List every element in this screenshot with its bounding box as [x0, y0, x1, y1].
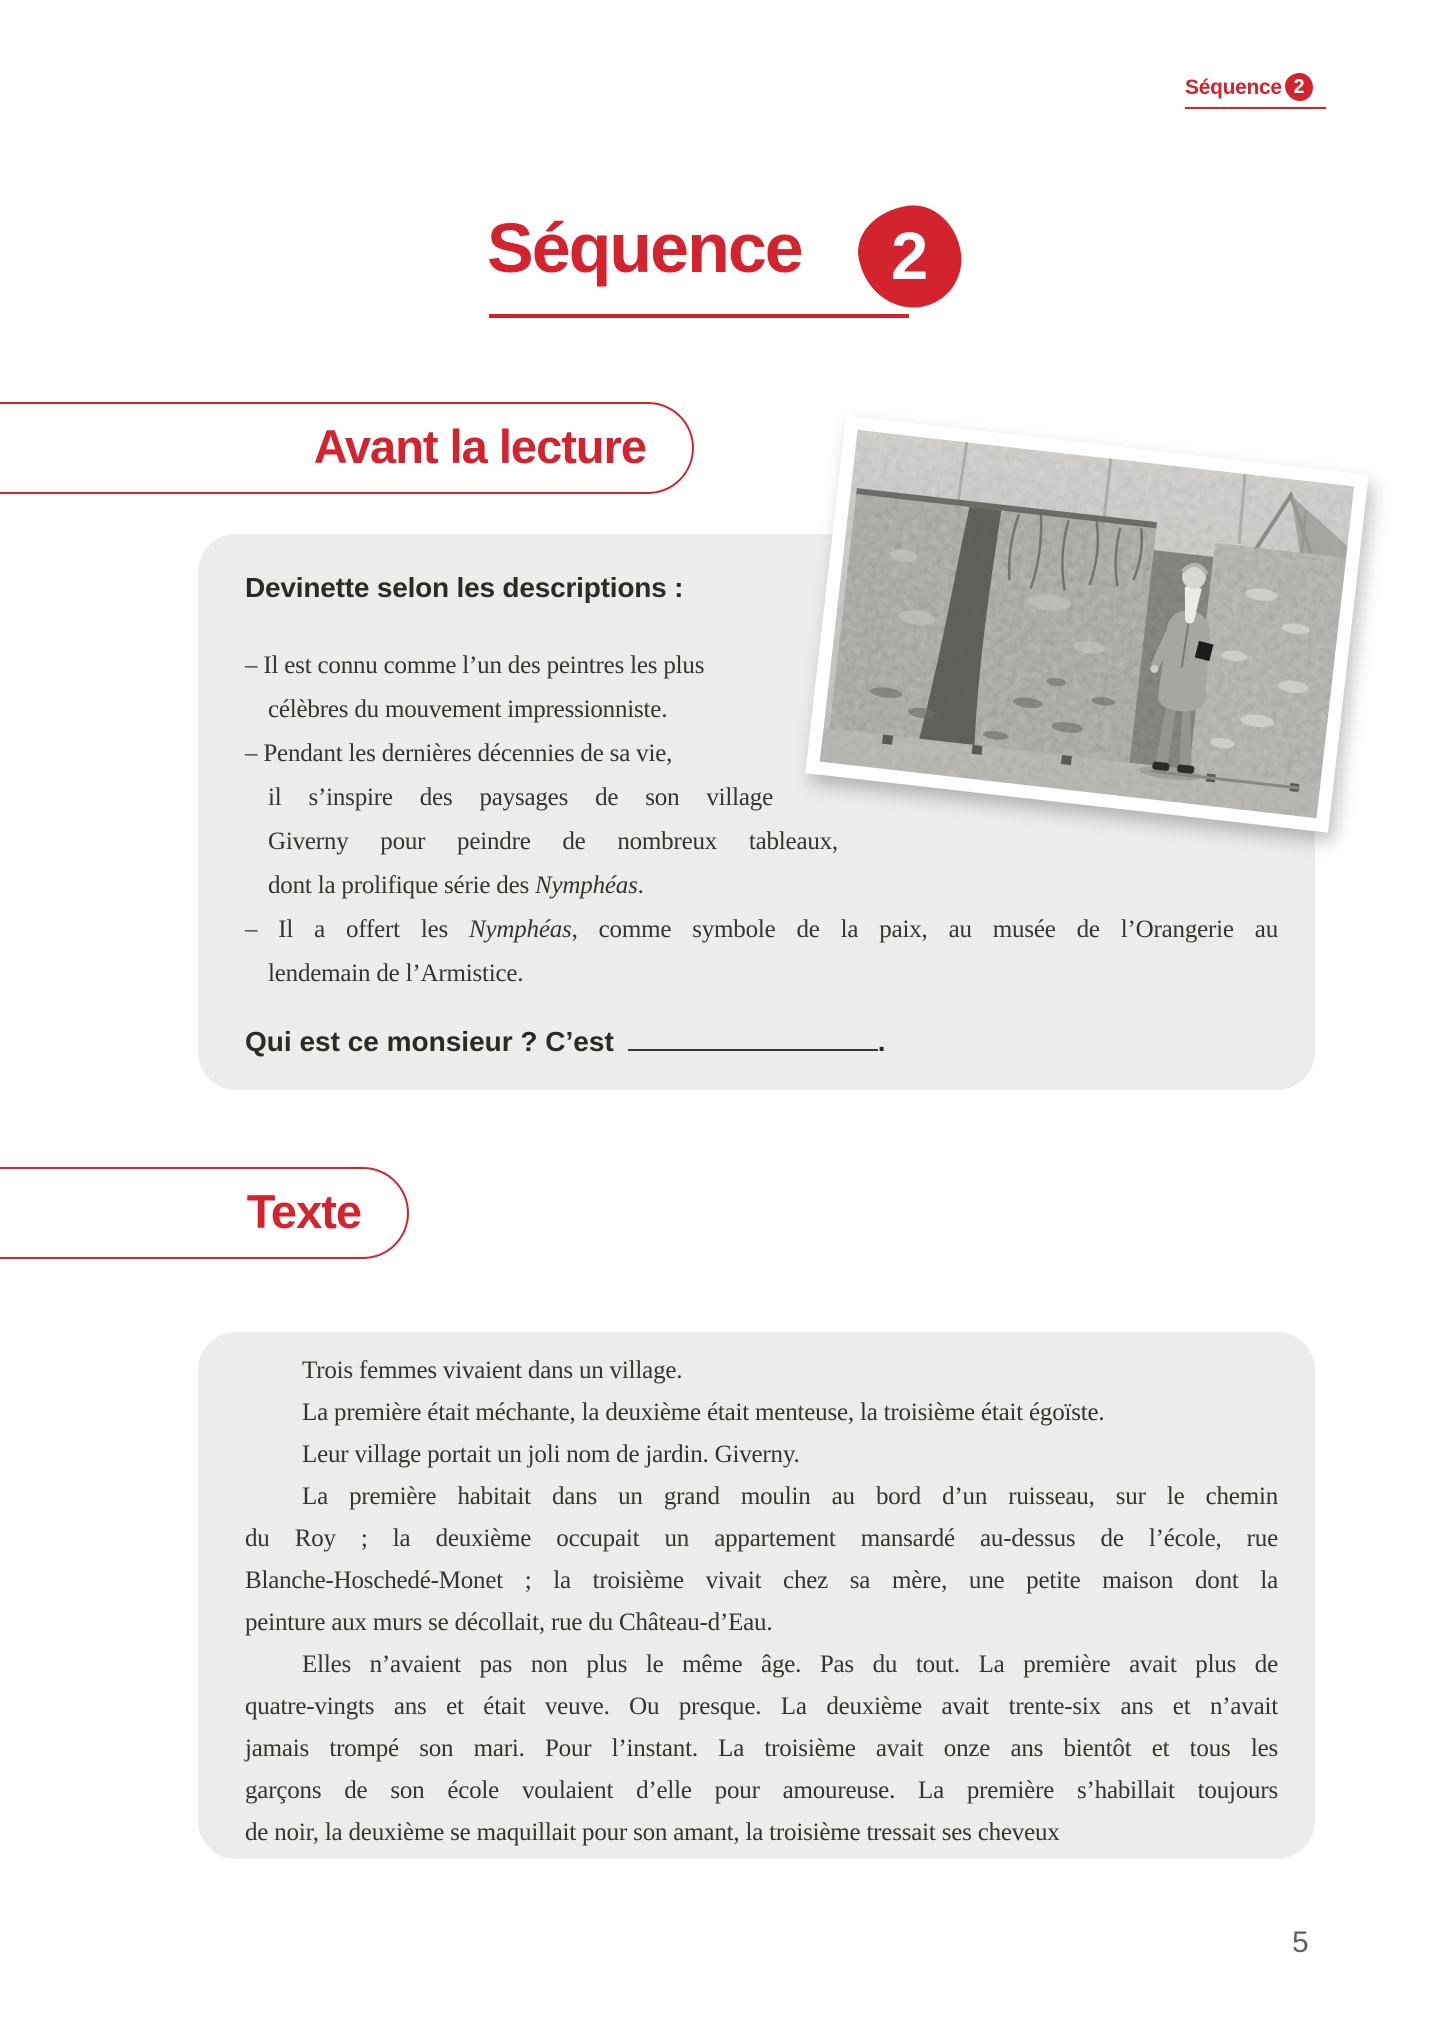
story-line: Leur village portait un joli nom de jardin. Giverny. — [302, 1441, 800, 1468]
monet-photo-illustration — [820, 430, 1355, 818]
monet-studio-photo — [805, 415, 1368, 832]
story-line: Blanche-Hoschedé-Monet ; la troisième vivait chez sa mère, une petite maison dont la — [245, 1567, 1278, 1594]
riddle-line: Giverny pour peindre de nombreux tableaux, — [268, 828, 838, 855]
story-line: peinture aux murs se décollait, rue du Château-d’Eau. — [245, 1609, 773, 1636]
running-head-label: Séquence — [1185, 76, 1282, 99]
story-line: Trois femmes vivaient dans un village. — [302, 1357, 683, 1384]
section-label: Avant la lecture — [313, 420, 646, 473]
story-line: Elles n’avaient pas non plus le même âge. Pas du tout. La première avait plus de — [302, 1651, 1278, 1678]
story-line: jamais trompé son mari. Pour l’instant. La troisième avait onze ans bientôt et tous les — [245, 1735, 1278, 1762]
story-line: La première habitait dans un grand moulin au bord d’un ruisseau, sur le chemin — [302, 1483, 1278, 1510]
sequence-number-badge-small: 2 — [1285, 73, 1313, 101]
chapter-title-rule — [489, 314, 909, 318]
story-line: quatre-vingts ans et était veuve. Ou presque. La deuxième avait trente-six ans et n’avait — [245, 1693, 1278, 1720]
riddle-line: il s’inspire des paysages de son village — [268, 784, 773, 811]
riddle-line: dont la prolifique série des Nymphéas. — [268, 872, 644, 899]
riddle-line: – Il a offert les Nymphéas, comme symbole de la paix, au musée de l’Orangerie au — [245, 916, 1278, 943]
riddle-line: lendemain de l’Armistice. — [268, 960, 524, 987]
riddle-line: – Il est connu comme l’un des peintres les plus — [245, 652, 705, 679]
section-label: Texte — [246, 1185, 361, 1238]
riddle-line: célèbres du mouvement impressionniste. — [268, 696, 668, 723]
riddle-question: Qui est ce monsieur ? C’est . — [245, 1026, 886, 1057]
answer-blank — [628, 1043, 878, 1051]
story-line: garçons de son école voulaient d’elle pour amoureuse. La première s’habillait toujours — [245, 1777, 1278, 1804]
story-line: du Roy ; la deuxième occupait un appartement mansardé au-dessus de l’école, rue — [245, 1525, 1278, 1552]
page-number: 5 — [1292, 1926, 1309, 1959]
running-head — [1185, 76, 1330, 112]
running-head-rule — [1185, 107, 1326, 109]
riddle-heading: Devinette selon les descriptions : — [245, 572, 684, 603]
story-line: de noir, la deuxième se maquillait pour son amant, la troisième tressait ses cheveux — [245, 1819, 1060, 1846]
sequence-number-badge: 2 — [852, 199, 967, 314]
chapter-title-text: Séquence — [487, 209, 802, 287]
story-panel — [198, 1332, 1315, 1859]
riddle-line: – Pendant les dernières décennies de sa vie, — [245, 740, 673, 767]
section-header-avant-la-lecture — [0, 402, 694, 494]
story-line: La première était méchante, la deuxième était menteuse, la troisième était égoïste. — [302, 1399, 1105, 1426]
section-header-texte — [0, 1167, 409, 1259]
